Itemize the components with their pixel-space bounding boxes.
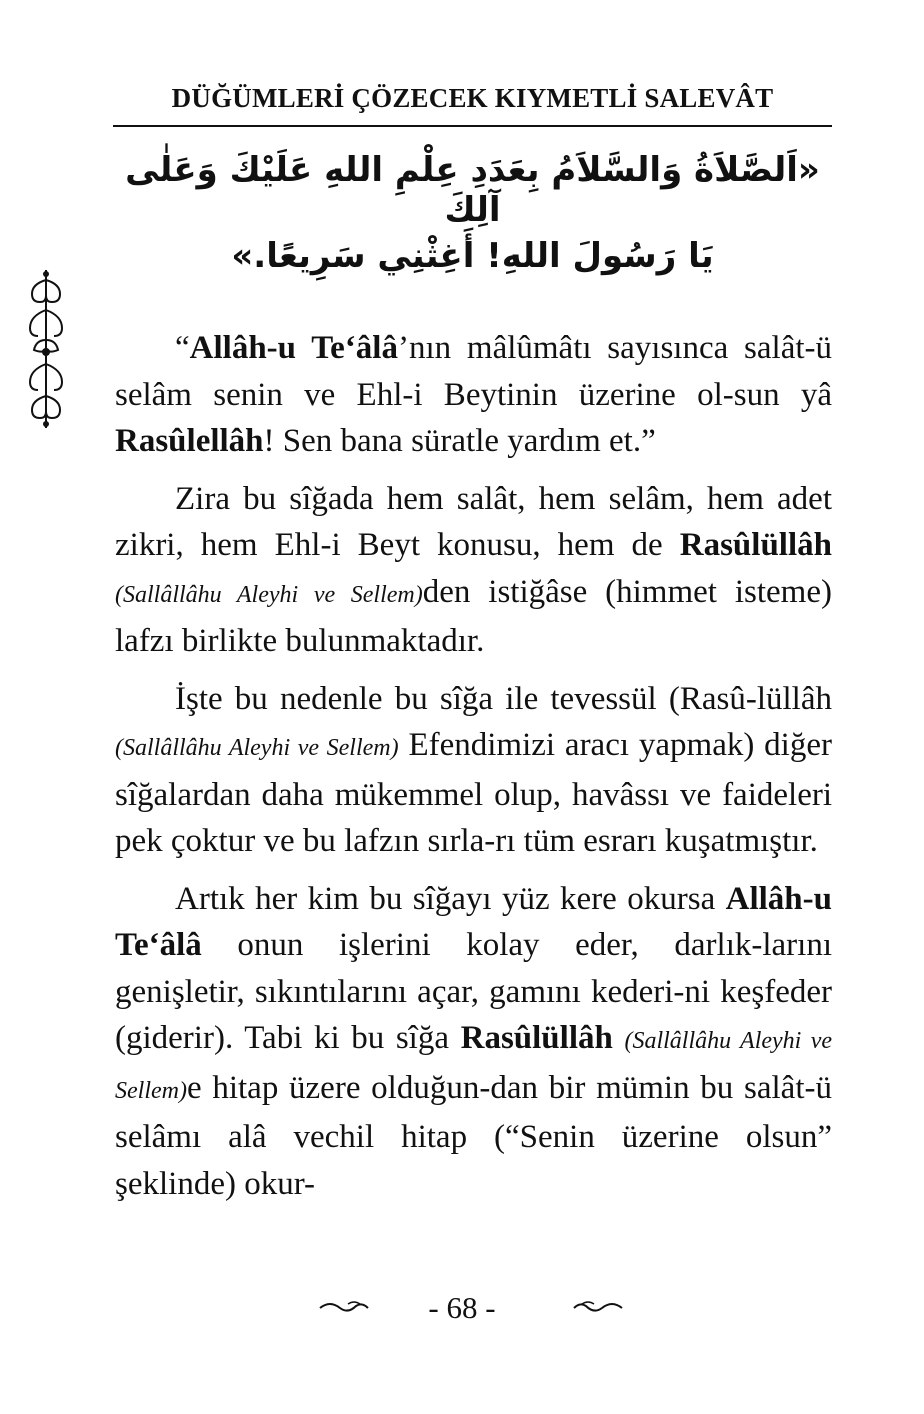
arabic-line-1: «اَلصَّلاَةُ وَالسَّلاَمُ بِعَدَدِ عِلْمِ اللهِ عَلَيْكَ وَعَلٰى آلِكَ bbox=[125, 150, 820, 230]
page-number: - 68 - bbox=[428, 1290, 496, 1325]
paragraph-3 bbox=[115, 676, 832, 865]
page-header-title: DÜĞÜMLERİ ÇÖZECEK KIYMETLİ SALEVÂT bbox=[171, 83, 774, 113]
floral-ornament-icon bbox=[24, 268, 68, 430]
body-text bbox=[115, 325, 832, 1218]
header-rule bbox=[113, 125, 832, 127]
text-run: Efendimizi aracı yapmak) diğer sîğalardan daha mükemmel olup, havâssı ve faideleri pek çoktur ve bu lafzın sırla-rı tüm esrarı kuşatmıştır. bbox=[115, 727, 832, 859]
text-run: onun işlerini kolay eder, darlık-larını genişletir, sıkıntılarını açar, gamını kederi-ni keşfeder (giderir). Tabi ki bu sîğa bbox=[115, 927, 832, 1056]
text-run: İşte bu nedenle bu sîğa ile tevessül (Rasû-lüllâh bbox=[175, 680, 832, 717]
italic-honorific: (Sallâllâhu Aleyhi ve Sellem) bbox=[115, 581, 423, 608]
text-run: ! Sen bana süratle yardım et.” bbox=[263, 423, 656, 459]
italic-honorific: (Sallâllâhu Aleyhi ve Sellem) bbox=[115, 735, 399, 761]
text-run: Artık her kim bu sîğayı yüz kere okursa bbox=[175, 880, 726, 917]
paragraph-1 bbox=[115, 325, 832, 465]
text-run: ’nın mâlûmâtı sayısınca salât-ü selâm senin ve Ehl-i Beytinin üzerine ol-sun yâ bbox=[115, 330, 832, 413]
arabic-line-2: يَا رَسُولَ اللهِ! أَغِثْنِي سَرِيعًا.» bbox=[231, 236, 714, 276]
bold-term: Rasûlüllâh bbox=[460, 1020, 613, 1056]
open-quote: “ bbox=[175, 330, 190, 366]
paragraph-4 bbox=[115, 876, 832, 1208]
page-footer bbox=[0, 1290, 924, 1330]
text-run: Zira bu sîğada hem salât, hem selâm, hem adet zikri, hem Ehl-i Beyt konusu, hem de bbox=[115, 480, 832, 563]
text-run: den istiğâse (himmet isteme) lafzı birlikte bulunmaktadır. bbox=[115, 573, 832, 659]
bold-term: Allâh-u Te‘âlâ bbox=[115, 880, 832, 963]
bold-term: Rasûlüllâh bbox=[679, 527, 832, 563]
paragraph-2 bbox=[115, 476, 832, 665]
bold-term: Rasûlellâh bbox=[115, 423, 264, 459]
flourish-right-icon bbox=[572, 1298, 624, 1316]
italic-honorific: (Sallâllâhu Aleyhi ve Sellem) bbox=[115, 1028, 833, 1104]
bold-term: Allâh-u Te‘âlâ bbox=[189, 330, 398, 366]
text-run: e hitap üzere olduğun-dan bir mümin bu salât-ü selâmı alâ vechil hitap (“Senin üzerine olsun” şeklinde) okur- bbox=[115, 1069, 832, 1202]
